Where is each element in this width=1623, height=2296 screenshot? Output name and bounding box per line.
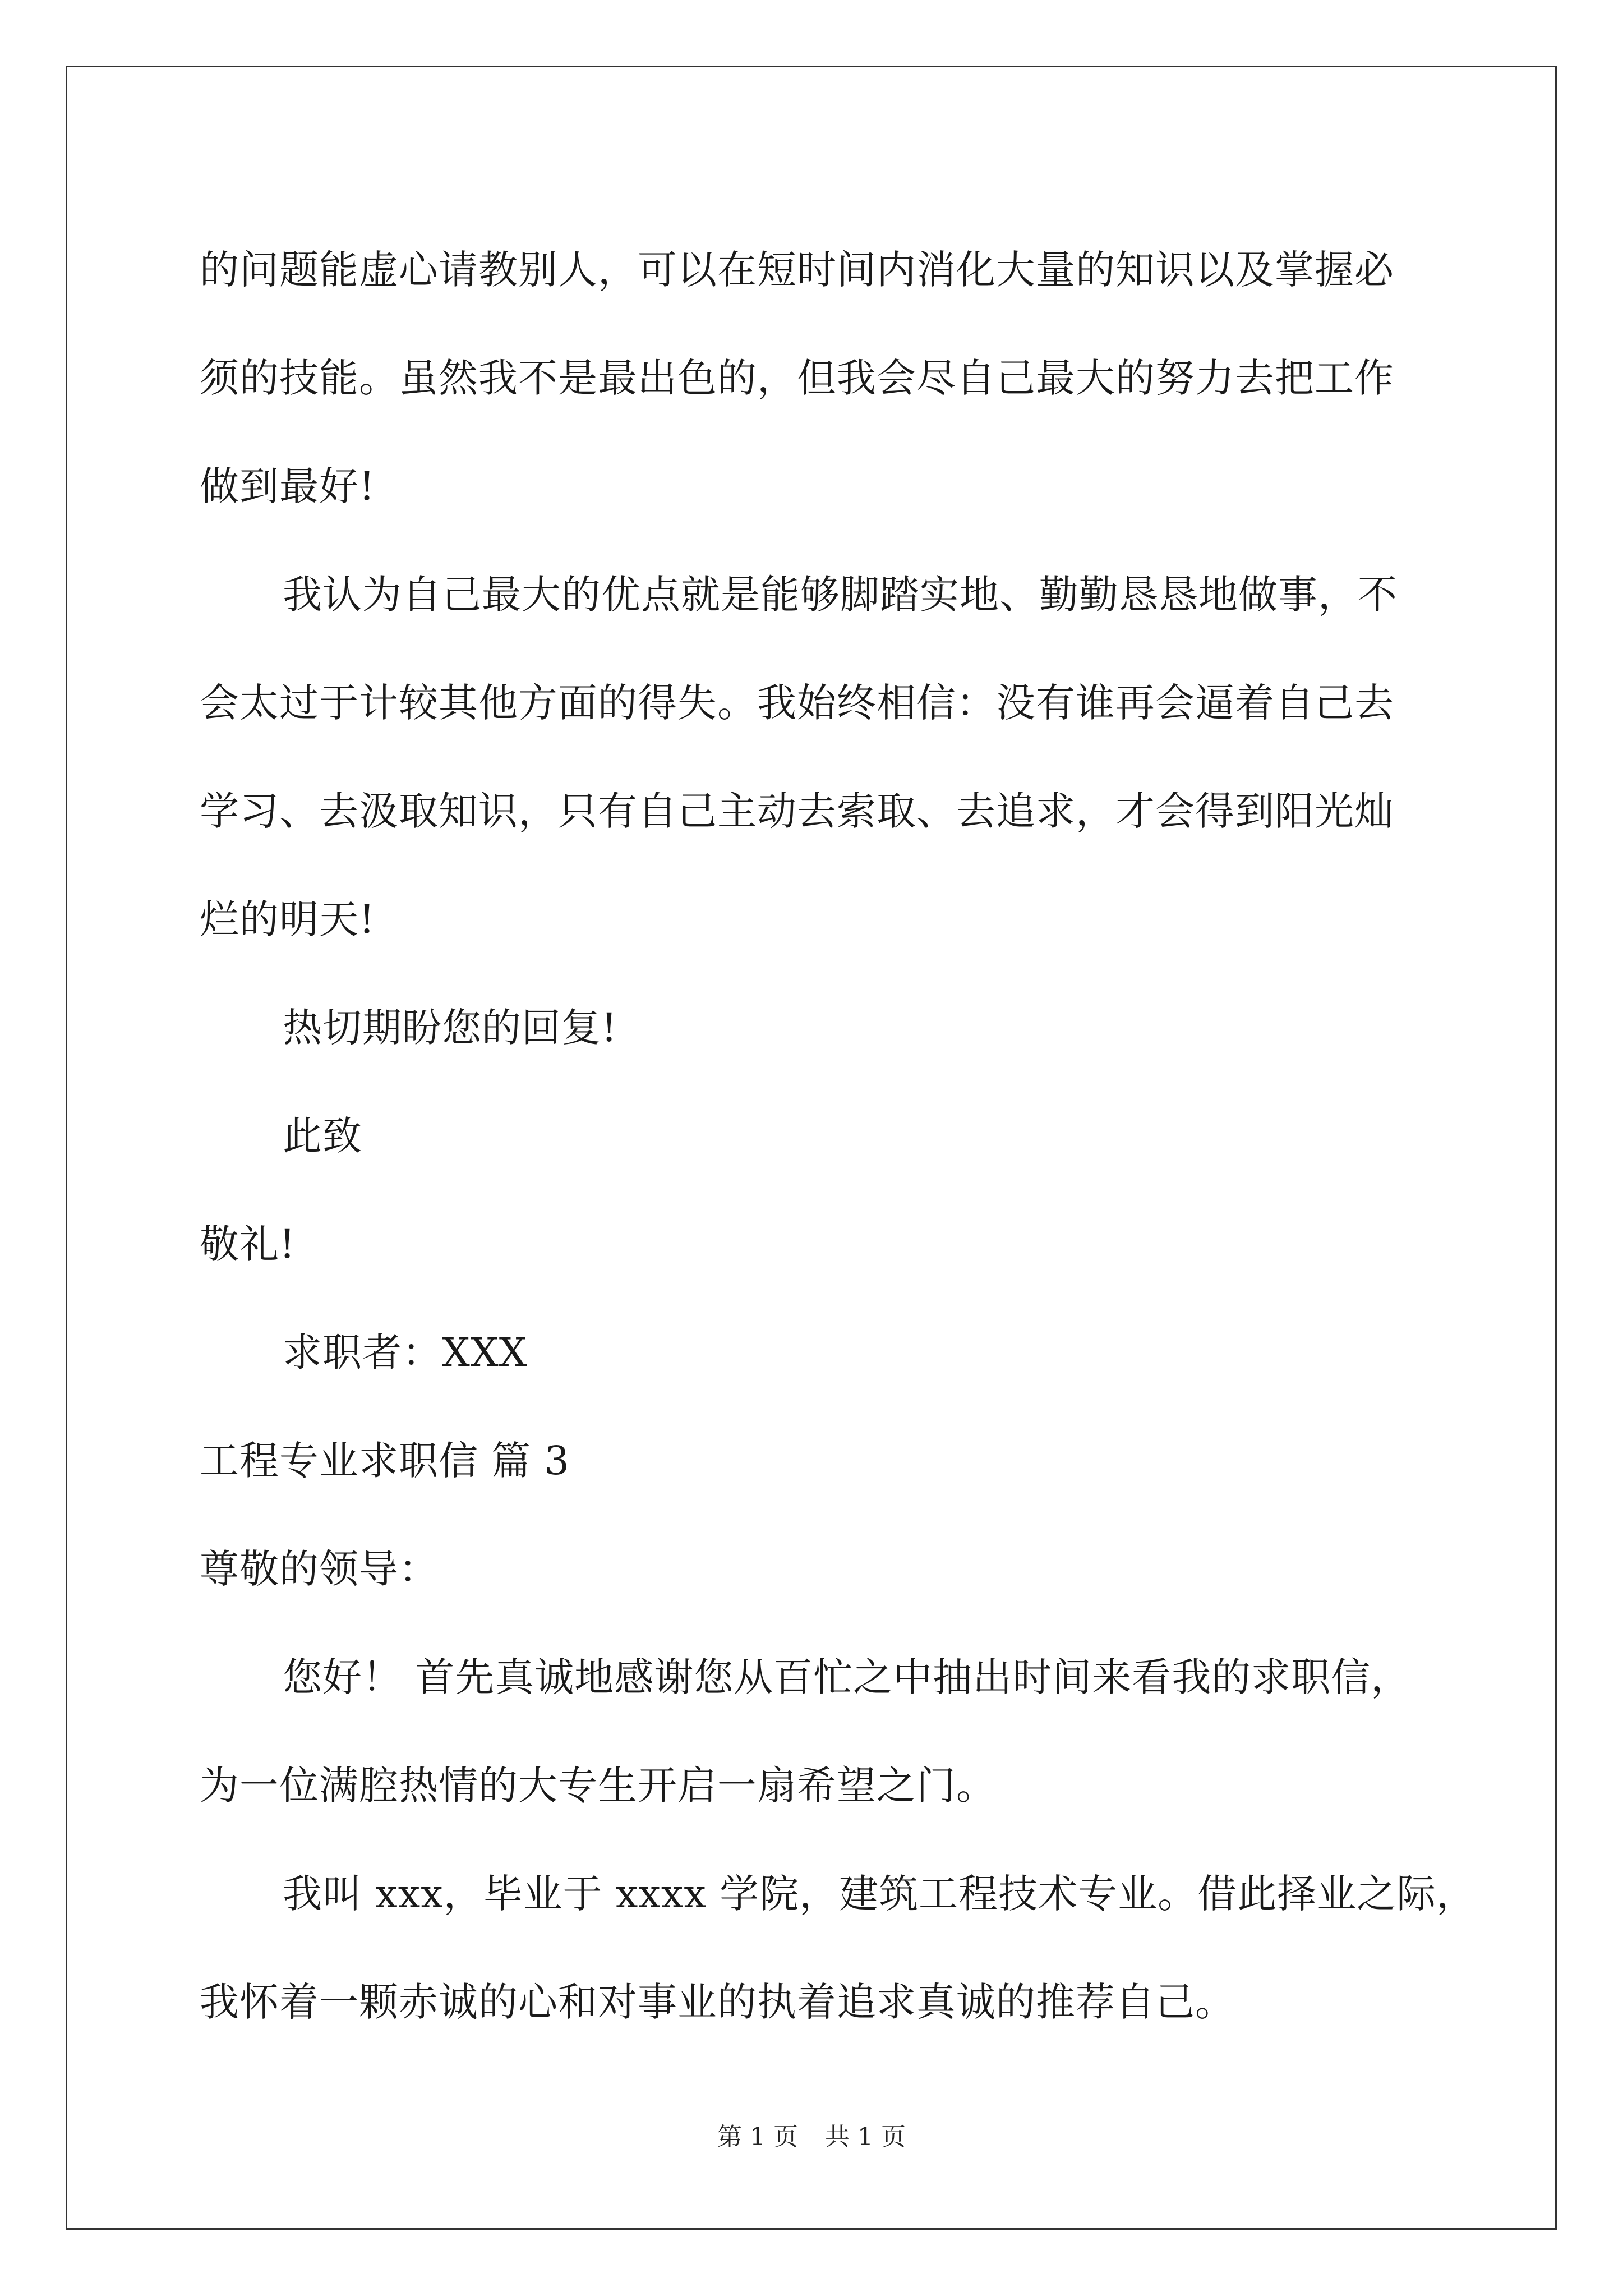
page-number-total: 共 1 页 [825,2123,906,2151]
section-heading: 工程专业求职信 篇 3 [200,1438,570,1484]
text-line-5: 会太过于计较其他方面的得失。我始终相信：没有谁再会逼着自己去 [200,680,1394,726]
closing-regards: 敬礼! [200,1221,296,1267]
greeting-line: 尊敬的领导： [200,1546,439,1592]
document-body [200,216,1477,2056]
text-line-6: 学习、去汲取知识，只有自己主动去索取、去追求，才会得到阳光灿 [200,788,1394,834]
text-line-16: 我叫 xxx，毕业于 xxxx 学院，建筑工程技术专业。借此择业之际， [283,1871,1477,1917]
signature-line: 求职者：XXX [283,1329,528,1375]
text-line-8: 热切期盼您的回复! [283,1005,618,1051]
text-line-2: 须的技能。虽然我不是最出色的，但我会尽自己最大的努力去把工作 [200,355,1394,401]
page-footer [0,2120,1623,2154]
text-line-15: 为一位满腔热情的大专生开启一扇希望之门。 [200,1763,996,1809]
text-line-17: 我怀着一颗赤诚的心和对事业的执着追求真诚的推荐自己。 [200,1979,1235,2025]
text-line-1: 的问题能虚心请教别人，可以在短时间内消化大量的知识以及掌握必 [200,247,1394,293]
text-line-7: 烂的明天! [200,896,376,942]
text-line-14: 您好！ 首先真诚地感谢您从百忙之中抽出时间来看我的求职信， [283,1654,1411,1700]
text-line-3: 做到最好! [200,463,376,509]
page-number-current: 第 1 页 [717,2123,798,2151]
closing-salutation: 此致 [283,1113,362,1159]
text-line-4: 我认为自己最大的优点就是能够脚踏实地、勤勤恳恳地做事，不 [283,572,1398,618]
